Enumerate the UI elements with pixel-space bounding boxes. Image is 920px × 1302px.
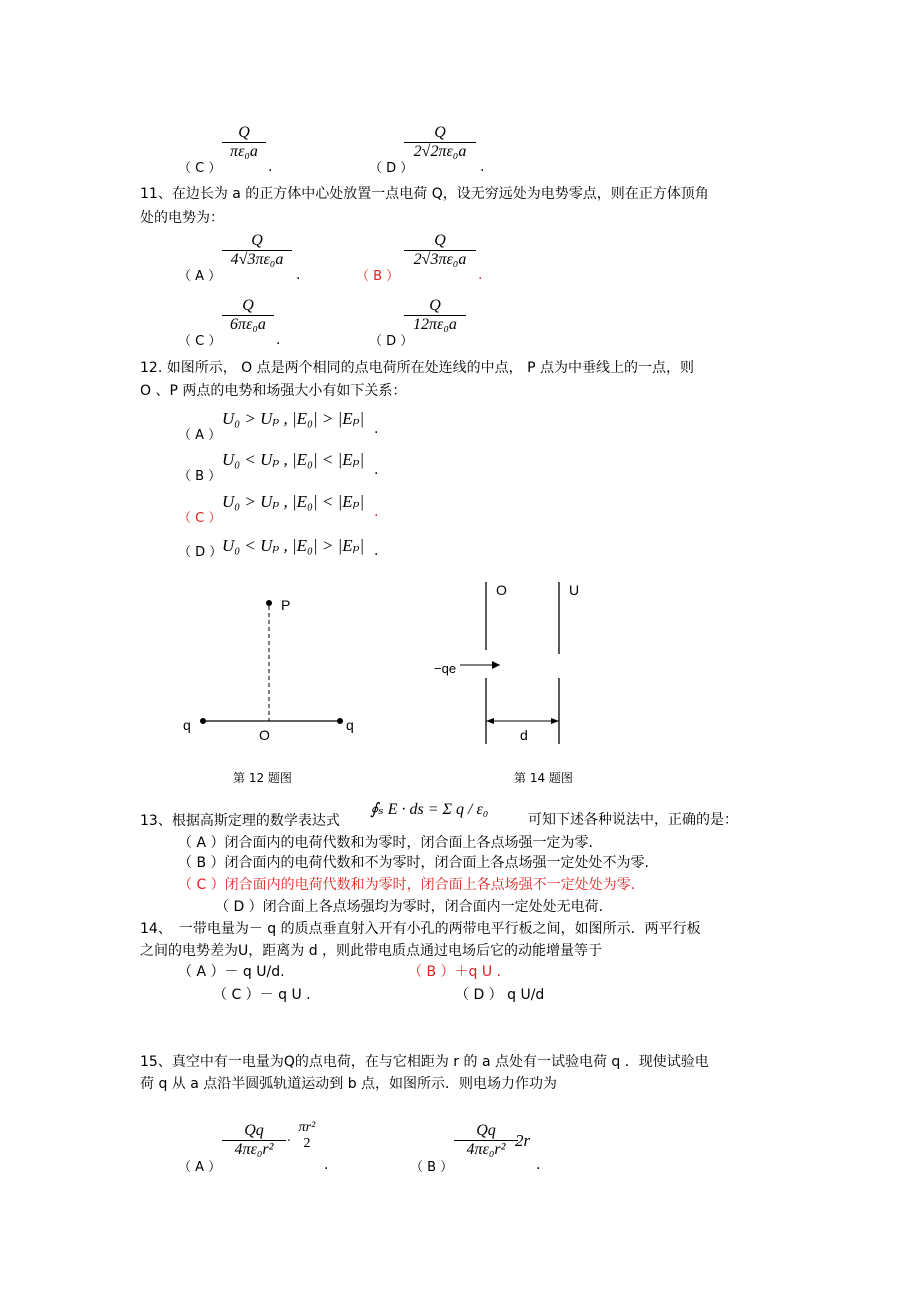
q13-option-a: （ A ）闭合面内的电荷代数和为零时，闭合面上各点场强一定为零. bbox=[178, 835, 593, 851]
q10-option-d-label: （ D ） bbox=[369, 161, 414, 176]
q12-option-a-label: （ A ） bbox=[178, 428, 222, 443]
q12-option-b-expr: U₀ < Uₚ , |E₀| < |Eₚ| bbox=[222, 450, 365, 469]
q11-option-d-label: （ D ） bbox=[369, 334, 414, 349]
distance-arrow-left bbox=[486, 718, 494, 724]
q12-option-a-expr: U₀ > Uₚ , |E₀| > |Eₚ| bbox=[222, 409, 365, 428]
figure-12-diagram bbox=[170, 590, 370, 750]
q11-option-a-fraction bbox=[222, 232, 292, 269]
q15-option-b-fraction bbox=[454, 1122, 518, 1159]
q12-option-b-label: （ B ） bbox=[178, 469, 222, 484]
q15-option-b-label: （ B ） bbox=[410, 1160, 454, 1175]
q15-stem-line1: 15、真空中有一电量为Q的点电荷，在与它相距为 r 的 a 点处有一试验电荷 q ．现使试验电 bbox=[140, 1054, 709, 1070]
q11-b-numerator: Q bbox=[434, 232, 446, 249]
q15-a-tail: . bbox=[324, 1157, 329, 1173]
q15-a-mult-numerator: πr² bbox=[298, 1120, 316, 1135]
left-charge-dot bbox=[200, 718, 206, 724]
q15-option-a-multiplier bbox=[292, 1120, 322, 1152]
q14-option-b: （ B ）＋q U . bbox=[408, 964, 501, 980]
q15-a-denominator: 4πε₀r² bbox=[234, 1141, 274, 1158]
q13-option-d: （ D ）闭合面上各点场强均为零时，闭合面内一定处处无电荷. bbox=[215, 899, 604, 915]
q12-a-tail: . bbox=[374, 421, 379, 437]
q10-option-c-fraction bbox=[222, 124, 266, 161]
charge-arrow-head bbox=[492, 661, 500, 669]
q15-stem-line2: 荷 q 从 a 点沿半圆弧轨道运动到 b 点，如图所示．则电场力作功为 bbox=[140, 1076, 558, 1092]
q12-d-tail: . bbox=[374, 543, 379, 559]
q11-d-denominator: 12πε₀a bbox=[413, 316, 457, 333]
q11-b-denominator: 2√3πε₀a bbox=[413, 251, 467, 268]
distance-d-label: d bbox=[520, 727, 528, 743]
q12-stem-line2: O 、P 两点的电势和场强大小有如下关系： bbox=[140, 383, 407, 399]
q10-d-numerator: Q bbox=[434, 124, 446, 141]
q10-c-numerator: Q bbox=[238, 124, 250, 141]
plate-u-label: U bbox=[569, 582, 580, 598]
q14-stem-line2: 之间的电势差为U，距离为 d ，则此带电质点通过电场后它的动能增量等于 bbox=[140, 943, 603, 959]
q10-option-d-fraction bbox=[404, 124, 476, 161]
q10-option-c-label: （ C ） bbox=[178, 161, 222, 176]
q15-option-a-label: （ A ） bbox=[178, 1160, 222, 1175]
q10-d-tail: . bbox=[480, 159, 485, 175]
q15-b-multiplier: 2r bbox=[515, 1131, 531, 1150]
distance-arrow-right bbox=[551, 718, 559, 724]
q14-option-a: （ A ）－ q U/d. bbox=[178, 964, 285, 980]
q11-b-tail: . bbox=[478, 267, 483, 283]
q11-c-denominator: 6πε₀a bbox=[230, 316, 266, 333]
q11-option-a-label: （ A ） bbox=[178, 269, 222, 284]
q15-option-a-fraction bbox=[222, 1122, 286, 1159]
q11-option-c-label: （ C ） bbox=[178, 334, 222, 349]
plate-o-label: O bbox=[496, 582, 507, 598]
point-o-label: O bbox=[259, 727, 270, 743]
q12-c-tail: . bbox=[374, 504, 379, 520]
q11-stem-line1: 11、在边长为 a 的正方体中心处放置一点电荷 Q，设无穷远处为电势零点，则在正方体顶角 bbox=[140, 186, 709, 202]
q13-gauss-formula: ∮ₛ E · ds = Σ q / ε₀ bbox=[370, 801, 489, 818]
q13-option-b: （ B ）闭合面内的电荷代数和不为零时，闭合面上各点场强一定处处不为零. bbox=[178, 855, 649, 871]
left-charge-label: q bbox=[183, 717, 191, 733]
q11-d-numerator: Q bbox=[429, 297, 441, 314]
q14-option-d: （ D ） q U/d bbox=[455, 987, 545, 1003]
q10-c-tail: . bbox=[268, 159, 273, 175]
q13-stem-b: 可知下述各种说法中，正确的是： bbox=[528, 812, 738, 828]
q11-option-b-fraction bbox=[404, 232, 476, 269]
q11-a-denominator: 4√3πε₀a bbox=[230, 251, 284, 268]
point-p-dot bbox=[266, 600, 272, 606]
q15-a-numerator: Qq bbox=[244, 1122, 264, 1139]
q11-a-tail: . bbox=[296, 267, 301, 283]
q11-option-c-fraction bbox=[222, 297, 274, 334]
q14-stem-line1: 14、 一带电量为－ q 的质点垂直射入开有小孔的两带电平行板之间，如图所示．两平行板 bbox=[140, 921, 701, 937]
q15-b-denominator: 4πε₀r² bbox=[466, 1141, 506, 1158]
q15-b-tail: . bbox=[536, 1157, 541, 1173]
q15-a-dot: · bbox=[287, 1134, 291, 1149]
right-charge-dot bbox=[337, 718, 343, 724]
q13-option-c: （ C ）闭合面内的电荷代数和为零时，闭合面上各点场强不一定处处为零. bbox=[178, 877, 636, 893]
q11-option-b-label: （ B ） bbox=[356, 269, 400, 284]
q11-c-tail: . bbox=[276, 332, 281, 348]
q14-option-c: （ C ）－ q U . bbox=[213, 987, 311, 1003]
q12-b-tail: . bbox=[374, 462, 379, 478]
q11-stem-line2: 处的电势为： bbox=[140, 210, 224, 226]
point-p-label: P bbox=[281, 597, 291, 613]
charge-label: −qe bbox=[434, 661, 457, 676]
q11-c-numerator: Q bbox=[242, 297, 254, 314]
q12-option-d-label: （ D ） bbox=[178, 545, 223, 560]
q12-stem-line1: 12. 如图所示， O 点是两个相同的点电荷所在处连线的中点， P 点为中垂线上的一点，则 bbox=[140, 360, 694, 376]
q10-c-denominator: πε₀a bbox=[230, 143, 258, 160]
q11-a-numerator: Q bbox=[251, 232, 263, 249]
q12-option-d-expr: U₀ < Uₚ , |E₀| > |Eₚ| bbox=[222, 536, 365, 555]
figure-14-diagram bbox=[430, 578, 600, 748]
right-charge-label: q bbox=[346, 717, 354, 733]
q13-stem-a: 13、根据高斯定理的数学表达式 bbox=[140, 813, 340, 829]
q10-d-denominator: 2√2πε₀a bbox=[413, 143, 467, 160]
q15-b-numerator: Qq bbox=[476, 1122, 496, 1139]
figure-12-caption: 第 12 题图 bbox=[233, 771, 292, 785]
q15-a-mult-denominator: 2 bbox=[303, 1136, 311, 1151]
q12-option-c-label: （ C ） bbox=[178, 511, 222, 526]
q12-option-c-expr: U₀ > Uₚ , |E₀| < |Eₚ| bbox=[222, 492, 365, 511]
figure-14-caption: 第 14 题图 bbox=[514, 771, 573, 785]
q11-option-d-fraction bbox=[404, 297, 466, 334]
